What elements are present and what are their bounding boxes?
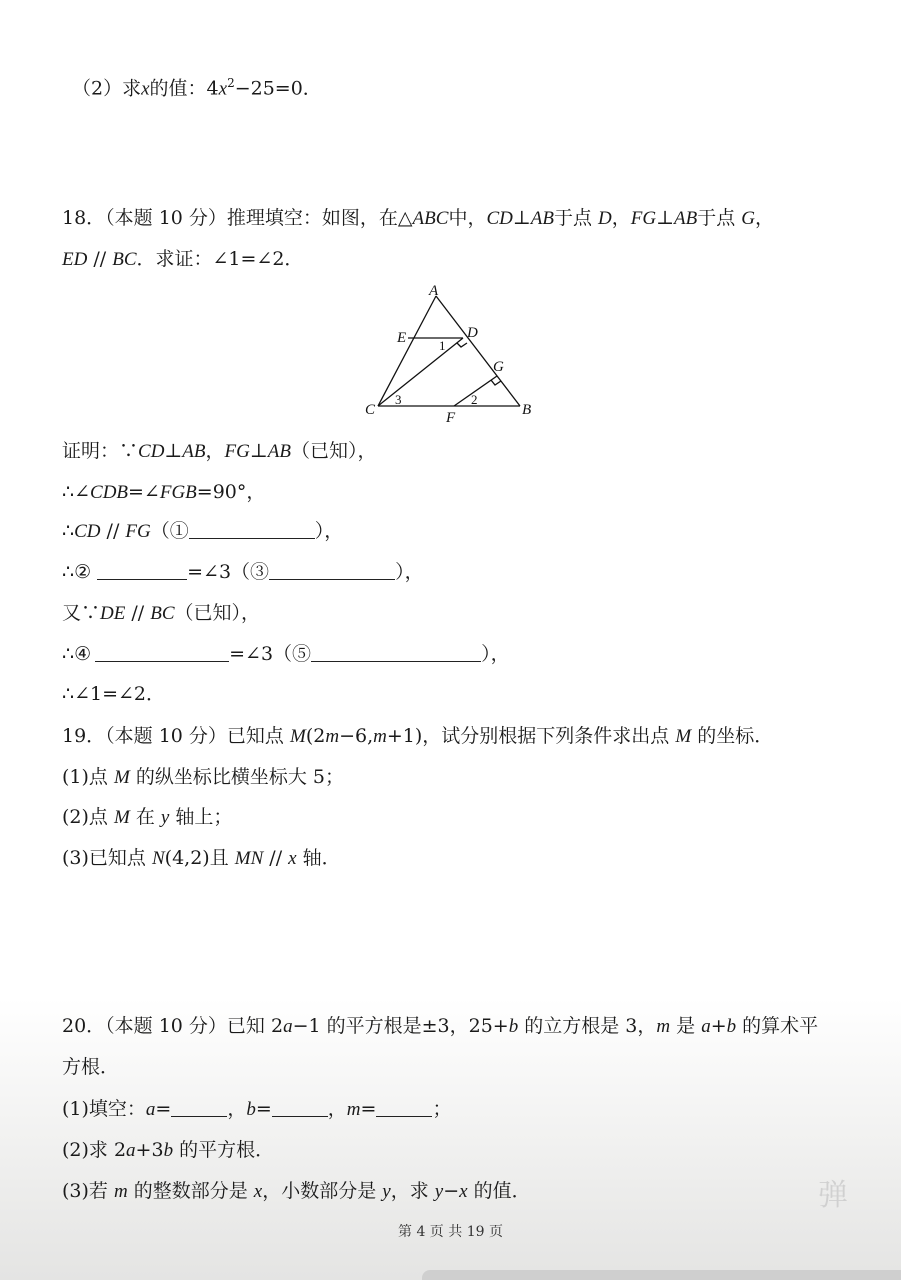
q19-condition-3: (3)已知点 N(4,2)且 MN // x 轴． [62, 847, 341, 869]
segment-CD [378, 338, 463, 406]
blank-3[interactable] [269, 559, 395, 580]
angle-2-label: 2 [471, 392, 478, 407]
blank-2[interactable] [97, 559, 187, 580]
angle-1-label: 1 [439, 338, 446, 353]
right-angle-D [457, 343, 467, 347]
q19-stem: 19．（本题 10 分）已知点 M(2m−6,m+1)，试分别根据下列条件求出点 M 的坐标． [62, 725, 774, 747]
proof-line-1: 证明：∵CD⊥AB，FG⊥AB（已知）， [62, 440, 377, 462]
proof-line-2: ∴∠CDB=∠FGB=90°， [62, 481, 266, 503]
label-E: E [397, 330, 407, 346]
angle-3-label: 3 [395, 392, 402, 407]
proof-line-4: ∴② =∠3（③ ）， [62, 561, 424, 583]
q18-stem-line1: 18．（本题 10 分）推理填空：如图，在△ABC中，CD⊥AB于点 D，FG⊥AB于点 G， [62, 207, 774, 229]
label-B: B [522, 402, 532, 418]
q20-part-3: (3)若 m 的整数部分是 x，小数部分是 y，求 y−x 的值． [62, 1180, 531, 1202]
page-number: 第 4 页 共 19 页 [398, 1224, 503, 1240]
home-indicator[interactable] [422, 1270, 901, 1280]
label-A: A [429, 283, 439, 299]
q19-condition-2: (2)点 M 在 y 轴上； [62, 806, 233, 828]
blank-4[interactable] [95, 641, 229, 662]
q20-stem-line1: 20．（本题 10 分）已知 2a−1 的平方根是±3，25+b 的立方根是 3，m 是 a+b 的算术平 [62, 1015, 819, 1037]
blank-m[interactable] [376, 1096, 432, 1117]
q20-part-1: (1)填空：a= ，b= ，m= ； [62, 1098, 452, 1120]
proof-line-7: ∴∠1=∠2． [62, 683, 166, 705]
blank-a[interactable] [171, 1096, 227, 1117]
label-G: G [493, 359, 504, 375]
proof-line-5: 又∵DE // BC（已知）， [62, 602, 261, 624]
sub-question-2: （2）求x的值：$4x^2-25=0$． [72, 76, 322, 100]
label-C: C [365, 402, 376, 418]
q20-stem-line2: 方根． [62, 1056, 120, 1078]
blank-5[interactable] [311, 641, 481, 662]
right-angle-G [491, 380, 501, 385]
danmu-toggle-icon[interactable]: 弹 [818, 1178, 848, 1213]
q20-part-2: (2)求 2a+3b 的平方根． [62, 1139, 275, 1161]
q18-stem-line2: ED // BC．求证：∠1=∠2． [62, 248, 304, 270]
side-AC [378, 296, 436, 406]
blank-b[interactable] [272, 1096, 328, 1117]
triangle-figure [360, 282, 540, 428]
proof-line-6: ∴④ =∠3（⑤ ）， [62, 643, 510, 665]
label-D: D [467, 325, 478, 341]
proof-line-3: ∴CD // FG（① ）， [62, 520, 344, 542]
blank-1[interactable] [189, 518, 315, 539]
label-F: F [446, 410, 456, 426]
q19-condition-1: (1)点 M 的纵坐标比横坐标大 5； [62, 766, 344, 788]
